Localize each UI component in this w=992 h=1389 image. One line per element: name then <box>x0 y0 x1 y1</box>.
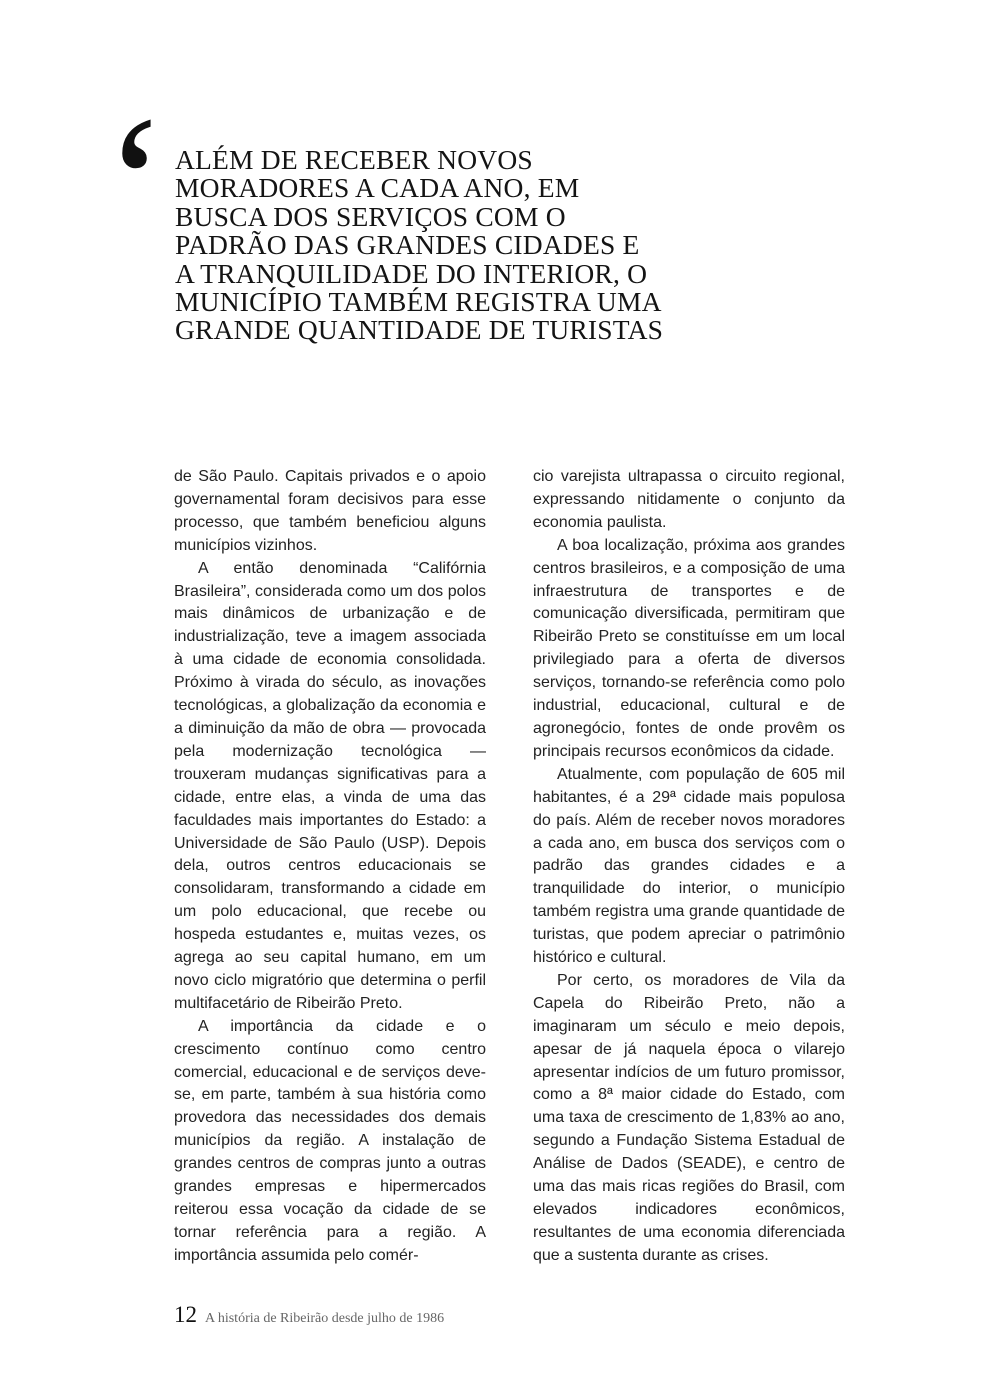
page-footer <box>174 1302 444 1328</box>
body-column-left <box>174 466 486 1268</box>
paragraph: A então denominada “Califórnia Brasileira”, considerada como um dos polos mais dinâmicos de urbanização e de industrialização, teve a imagem associada à uma cidade de economia consolidada. Próximo à virada do século, as inovações tecnológicas, a globalização da economia e a diminuição da mão de obra — provocada pela modernização tecnológica — trouxeram mudanças significativas para a cidade, entre elas, a vinda de uma das faculdades mais importantes do Estado: a Universidade de São Paulo (USP). Depois dela, outros centros educacionais se consolidaram, transformando a cidade em um polo educacional, que recebe ou hospeda estudantes e, muitas vezes, os agrega ao seu capital humano, em um novo ciclo migratório que determina o perfil multifacetário de Ribeirão Preto. <box>174 559 486 1012</box>
pull-quote-line: PADRÃO DAS GRANDES CIDADES E <box>175 229 640 261</box>
pull-quote-line: BUSCA DOS SERVIÇOS COM O <box>175 200 566 232</box>
paragraph: A boa localização, próxima aos grandes centros brasileiros, e a composição de uma infraestrutura de transportes e de comunicação diversificada, permitiram que Ribeirão Preto se constituísse em um local privilegiado para a oferta de diversos serviços, tornando-se referência como polo industrial, educacional, cultural e de agronegócio, fontes de onde provêm os principais recursos econômicos da cidade. <box>533 536 845 760</box>
pull-quote-line: MORADORES A CADA ANO, EM <box>175 172 580 204</box>
pull-quote-line: A TRANQUILIDADE DO INTERIOR, O <box>175 257 648 289</box>
paragraph: cio varejista ultrapassa o circuito regional, expressando nitidamente o conjunto da economia paulista. <box>533 468 845 531</box>
pull-quote-line: GRANDE QUANTIDADE DE TURISTAS <box>175 314 664 346</box>
pull-quote-line: MUNICÍPIO TAMBÉM REGISTRA UMA <box>175 286 662 318</box>
pull-quote <box>175 146 775 345</box>
body-column-right <box>533 466 845 1268</box>
running-title: A história de Ribeirão desde julho de 1986 <box>205 1311 445 1326</box>
pull-quote-line: ALÉM DE RECEBER NOVOS <box>175 144 533 175</box>
paragraph: Atualmente, com população de 605 mil habitantes, é a 29ª cidade mais populosa do país. Além de receber novos moradores a cada ano, em busca dos serviços com o padrão das grandes cidades e a tranquilidade do interior, o município também registra uma grande quantidade de turistas, que podem apreciar o patrimônio histórico e cultural. <box>533 765 845 967</box>
paragraph: A importância da cidade e o crescimento contínuo como centro comercial, educacional e de serviços deve-se, em parte, também à sua história como provedora das necessidades dos demais municípios da região. A instalação de grandes centros de compras junto a outras grandes empresas e hipermercados reiterou essa vocação da cidade de se tornar referência para a região. A importância assumida pelo comér- <box>174 1017 486 1264</box>
paragraph: de São Paulo. Capitais privados e o apoio governamental foram decisivos para esse processo, que também beneficiou alguns municípios vizinhos. <box>174 468 486 554</box>
paragraph: Por certo, os moradores de Vila da Capela do Ribeirão Preto, não a imaginaram um século e meio depois, apesar de já naquela época o vilarejo apresentar indícios de um futuro promissor, como a 8ª maior cidade do Estado, com uma taxa de crescimento de 1,83% ao ano, segundo a Fundação Sistema Estadual de Análise de Dados (SEADE), e centro de uma das mais ricas regiões do Brasil, com elevados indicadores econômicos, resultantes de uma economia diferenciada que a sustenta durante as crises. <box>533 971 845 1264</box>
page-number: 12 <box>174 1302 197 1327</box>
quotation-mark-icon: ‘ <box>104 78 168 288</box>
